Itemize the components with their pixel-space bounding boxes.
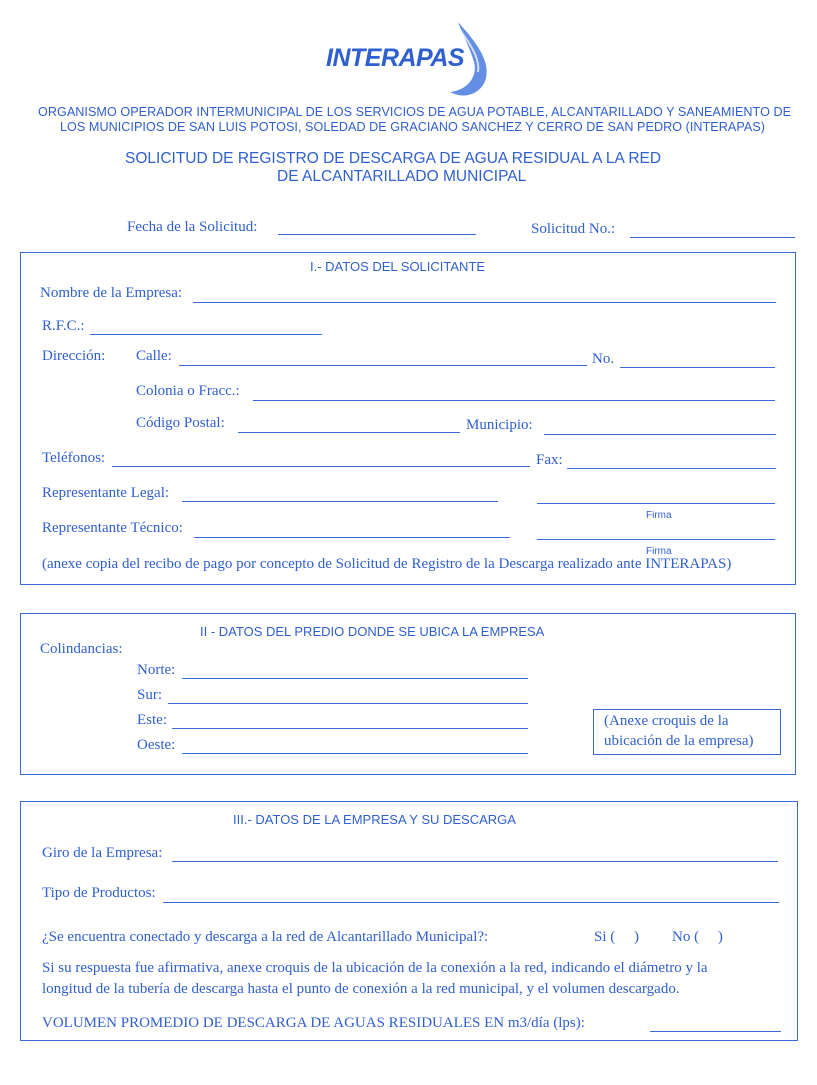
no-option[interactable]: No ( ) — [672, 929, 723, 945]
colindancias-label: Colindancias: — [40, 641, 123, 657]
solicitud-no-label: Solicitud No.: — [531, 221, 616, 237]
section1-title: I.- DATOS DEL SOLICITANTE — [310, 259, 486, 274]
firma-label-2: Firma — [646, 546, 672, 557]
fax-label: Fax: — [536, 452, 563, 468]
section3-box — [20, 801, 798, 1041]
volumen-field[interactable] — [650, 1031, 781, 1032]
oeste-label: Oeste: — [137, 737, 176, 753]
fecha-field[interactable] — [278, 234, 476, 235]
numero-label: No. — [592, 351, 615, 367]
firma-label-1: Firma — [646, 510, 672, 521]
municipio-field[interactable] — [544, 434, 776, 435]
rep-legal-signature-field[interactable] — [537, 503, 775, 504]
productos-field[interactable] — [163, 902, 779, 903]
org-name-line1: ORGANISMO OPERADOR INTERMUNICIPAL DE LOS SERVICIOS DE AGUA POTABLE, ALCANTARILLADO Y SANEAMIENTO DE — [38, 105, 792, 119]
este-label: Este: — [137, 712, 167, 728]
instructions-line1: Si su respuesta fue afirmativa, anexe croquis de la ubicación de la conexión a la red, indicando el diámetro y la — [42, 960, 708, 976]
empresa-label: Nombre de la Empresa: — [40, 285, 183, 301]
croquis-note-line1: (Anexe croquis de la — [604, 713, 729, 729]
pago-note: (anexe copia del recibo de pago por concepto de Solicitud de Registro de la Descarga realizado ante INTERAPAS) — [42, 556, 732, 572]
conexion-question: ¿Se encuentra conectado y descarga a la red de Alcantarillado Municipal?: — [42, 929, 489, 945]
direccion-label: Dirección: — [42, 348, 106, 364]
colonia-field[interactable] — [253, 400, 775, 401]
section2-title: II - DATOS DEL PREDIO DONDE SE UBICA LA EMPRESA — [200, 624, 545, 639]
codigo-postal-label: Código Postal: — [136, 415, 225, 431]
oeste-field[interactable] — [182, 753, 528, 754]
calle-field[interactable] — [179, 365, 587, 366]
volumen-label: VOLUMEN PROMEDIO DE DESCARGA DE AGUAS RESIDUALES EN m3/día (lps): — [42, 1015, 585, 1031]
productos-label: Tipo de Productos: — [42, 885, 156, 901]
interapas-logo — [318, 20, 498, 100]
form-title-line1: SOLICITUD DE REGISTRO DE DESCARGA DE AGUA RESIDUAL A LA RED — [125, 150, 662, 167]
rep-tecnico-field[interactable] — [194, 537, 510, 538]
numero-field[interactable] — [620, 367, 775, 368]
este-field[interactable] — [172, 728, 528, 729]
logo-text: INTERAPAS — [326, 44, 465, 72]
giro-label: Giro de la Empresa: — [42, 845, 163, 861]
rfc-label: R.F.C.: — [42, 318, 85, 334]
municipio-label: Municipio: — [466, 417, 533, 433]
instructions-line2: longitud de la tubería de descarga hasta el punto de conexión a la red municipal, y el volumen descargado. — [42, 981, 680, 997]
solicitud-no-field[interactable] — [630, 237, 795, 238]
croquis-note-line2: ubicación de la empresa) — [604, 733, 754, 749]
rep-tecnico-label: Representante Técnico: — [42, 520, 183, 536]
empresa-field[interactable] — [193, 302, 776, 303]
telefonos-field[interactable] — [112, 466, 530, 467]
rep-legal-label: Representante Legal: — [42, 485, 170, 501]
rep-legal-field[interactable] — [182, 501, 498, 502]
rep-tecnico-signature-field[interactable] — [537, 539, 775, 540]
calle-label: Calle: — [136, 348, 172, 364]
section3-title: III.- DATOS DE LA EMPRESA Y SU DESCARGA — [233, 812, 516, 827]
norte-field[interactable] — [182, 678, 528, 679]
giro-field[interactable] — [172, 861, 778, 862]
sur-label: Sur: — [137, 687, 163, 703]
fecha-label: Fecha de la Solicitud: — [127, 219, 258, 235]
codigo-postal-field[interactable] — [238, 432, 460, 433]
fax-field[interactable] — [567, 468, 776, 469]
form-title-line2: DE ALCANTARILLADO MUNICIPAL — [277, 168, 527, 185]
telefonos-label: Teléfonos: — [42, 450, 106, 466]
sur-field[interactable] — [168, 703, 528, 704]
norte-label: Norte: — [137, 662, 176, 678]
org-name-line2: LOS MUNICIPIOS DE SAN LUIS POTOSI, SOLEDAD DE GRACIANO SANCHEZ Y CERRO DE SAN PEDRO (INTERAPAS) — [60, 120, 766, 134]
si-option[interactable]: Si ( ) — [594, 929, 639, 945]
rfc-field[interactable] — [90, 334, 322, 335]
colonia-label: Colonia o Fracc.: — [136, 383, 240, 399]
